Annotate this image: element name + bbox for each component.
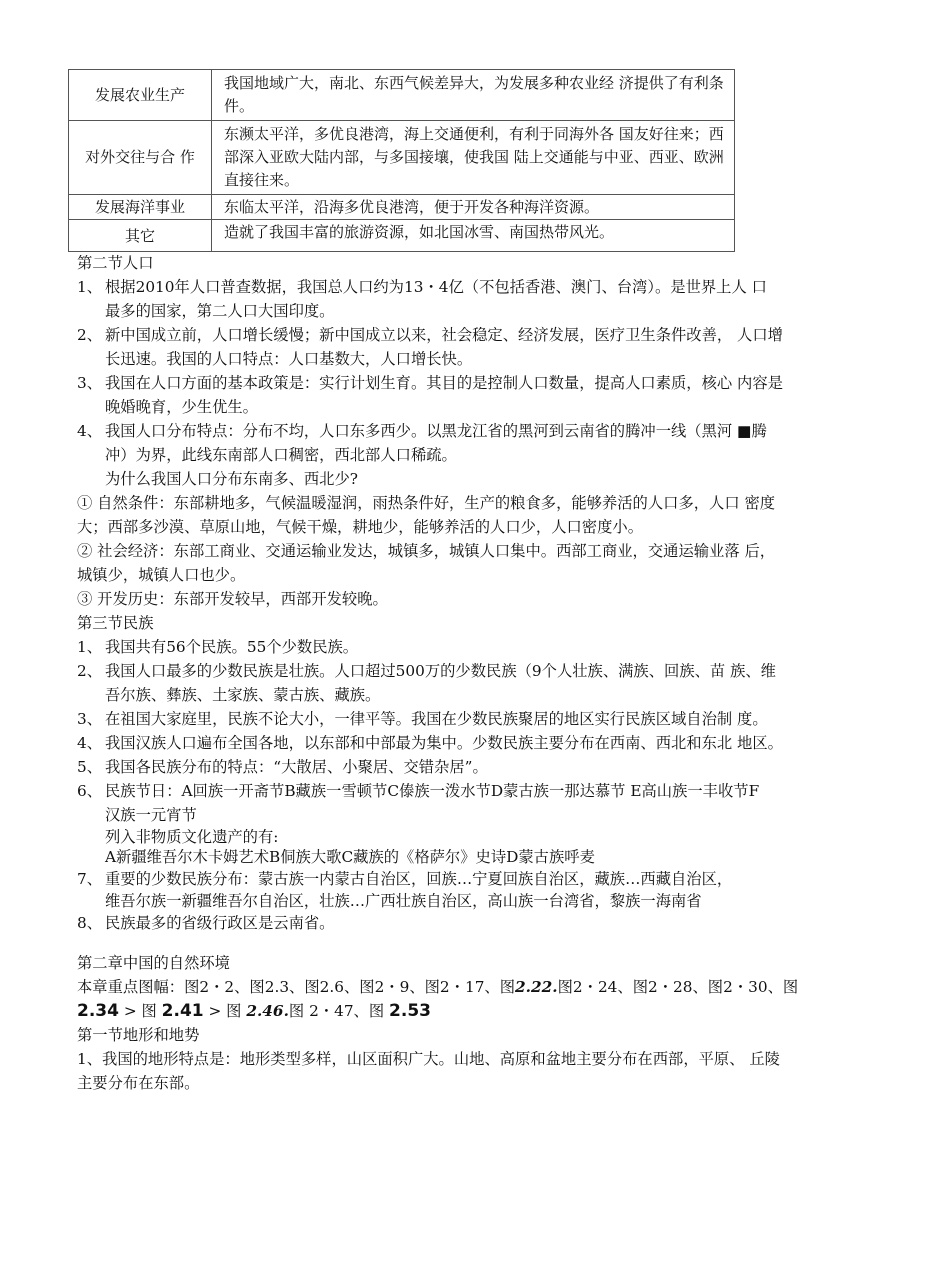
table-row xyxy=(69,70,735,121)
item-text: 我国各民族分布的特点：“大散居、小聚居、交错杂居”。 xyxy=(105,758,488,776)
key-maps-text: > 图 xyxy=(203,1002,247,1020)
table-label-cell: 其它 xyxy=(69,220,212,252)
list-item xyxy=(77,635,887,659)
table-label-cell: 发展海洋事业 xyxy=(69,195,212,220)
section-title: 第二节人口 xyxy=(77,254,154,272)
paragraph-text: 1、我国的地形特点是：地形类型多样，山区面积广大。山地、高原和盆地主要分布在西部，平原、 丘陵 xyxy=(77,1050,780,1068)
chapter-title: 第二章中国的自然环境 xyxy=(77,954,230,972)
item-number: 1、 xyxy=(77,638,103,656)
table-row xyxy=(69,195,735,220)
item-text: 列入非物质文化遗产的有: xyxy=(105,828,279,846)
key-maps-line xyxy=(77,999,887,1023)
table-text-cell: 东临太平洋，沿海多优良港湾，便于开发各种海洋资源。 xyxy=(212,195,735,220)
table-row xyxy=(69,121,735,195)
item-text: 汉族一元宵节 xyxy=(105,806,197,824)
item-number: 7、 xyxy=(77,870,103,888)
item-text: A新疆维吾尔木卡姆艺术B侗族大歌C藏族的《格萨尔》史诗D蒙古族呼麦 xyxy=(105,848,595,866)
item-number: 2、 xyxy=(77,326,103,344)
item-number: 3、 xyxy=(77,374,103,392)
item-text: 冲）为界，此线东南部人口稠密，西北部人口稀疏。 xyxy=(105,446,457,464)
key-maps-text: 2.46. xyxy=(246,1002,289,1020)
list-item xyxy=(77,867,887,911)
item-text: 我国汉族人口遍布全国各地，以东部和中部最为集中。少数民族主要分布在西南、西北和东北 地区。 xyxy=(105,734,783,752)
list-item xyxy=(77,731,887,755)
item-text: 新中国成立前，人口增长缓慢；新中国成立以来，社会稳定、经济发展，医疗卫生条件改善， 人口增 xyxy=(105,326,783,344)
item-text: 我国共有56个民族。55个少数民族。 xyxy=(105,638,359,656)
list-item xyxy=(77,419,887,467)
paragraph-text: 主要分布在东部。 xyxy=(77,1074,200,1092)
reason-text: 大；西部多沙漠、草原山地，气候干燥，耕地少，能够养活的人口少，人口密度小。 xyxy=(77,518,643,536)
key-maps-line xyxy=(77,975,887,999)
table-label-cell: 对外交往与合 作 xyxy=(69,121,212,195)
list-item xyxy=(77,755,887,779)
key-maps-text: 2.41 xyxy=(161,1001,204,1021)
table-row xyxy=(69,220,735,252)
item-text: 民族节日：A回族一开斋节B藏族一雪顿节C傣族一泼水节D蒙古族一那达慕节 E高山族一丰收节F xyxy=(105,782,760,800)
item-number: 6、 xyxy=(77,782,103,800)
advantages-table xyxy=(68,69,735,252)
item-text: 我国在人口方面的基本政策是：实行计划生育。其目的是控制人口数量，提高人口素质，核心 内容是 xyxy=(105,374,783,392)
key-maps-text: 2.53 xyxy=(389,1001,431,1021)
key-maps-text: 本章重点图幅：图2・2、图2.3、图2.6、图2・9、图2・17、图 xyxy=(77,978,516,996)
item-number: 8、 xyxy=(77,914,103,932)
item-text: 吾尔族、彝族、土家族、蒙古族、藏族。 xyxy=(105,686,381,704)
reason-text: ① 自然条件：东部耕地多，气候温暖湿润，雨热条件好，生产的粮食多，能够养活的人口多，人口 密度 xyxy=(77,494,776,512)
question-text: 为什么我国人口分布东南多、西北少? xyxy=(105,470,358,488)
section-title: 第三节民族 xyxy=(77,614,154,632)
list-item xyxy=(77,707,887,731)
item-number: 1、 xyxy=(77,278,103,296)
section-title: 第一节地形和地势 xyxy=(77,1026,200,1044)
list-item xyxy=(77,911,887,935)
list-item xyxy=(77,323,887,371)
reason-text: ② 社会经济：东部工商业、交通运输业发达，城镇多，城镇人口集中。西部工商业，交通运输业落 后， xyxy=(77,542,776,560)
table-label-cell: 发展农业生产 xyxy=(69,70,212,121)
key-maps-text: 2.34 xyxy=(77,1001,119,1021)
table-text-cell: 我国地域广大，南北、东西气候差异大，为发展多种农业经 济提供了有利条件。 xyxy=(212,70,735,121)
item-number: 4、 xyxy=(77,422,103,440)
reason-text: 城镇少，城镇人口也少。 xyxy=(77,566,246,584)
key-maps-text: 图2・24、图2・28、图2・30、图 xyxy=(557,978,799,996)
list-item xyxy=(77,659,887,707)
item-text: 我国人口分布特点：分布不均，人口东多西少。以黑龙江省的黑河到云南省的腾冲一线（黑河 ■腾 xyxy=(105,422,767,440)
item-text: 我国人口最多的少数民族是壮族。人口超过500万的少数民族（9个人壮族、满族、回族、苗 族、维 xyxy=(105,662,776,680)
item-text: 晚婚晚育，少生优生。 xyxy=(105,398,258,416)
table-text-cell: 东濒太平洋，多优良港湾，海上交通便利，有利于同海外各 国友好往来；西部深入亚欧大陆内部，与多国接壤，使我国 陆上交通能与中亚、西亚、欧洲直接往来。 xyxy=(212,121,735,195)
item-number: 2、 xyxy=(77,662,103,680)
item-number: 5、 xyxy=(77,758,103,776)
list-item xyxy=(77,275,887,323)
document-body xyxy=(77,251,887,1095)
item-text: 在祖国大家庭里，民族不论大小，一律平等。我国在少数民族聚居的地区实行民族区域自治制 度。 xyxy=(105,710,768,728)
table-text-cell: 造就了我国丰富的旅游资源，如北国冰雪、南国热带风光。 xyxy=(212,220,735,252)
spacer xyxy=(77,935,887,951)
reason-text: ③ 开发历史：东部开发较早，西部开发较晚。 xyxy=(77,590,388,608)
item-text: 根据2010年人口普查数据，我国总人口约为13・4亿（不包括香港、澳门、台湾）。是世界上人 口 xyxy=(105,278,767,296)
item-number: 4、 xyxy=(77,734,103,752)
item-number: 3、 xyxy=(77,710,103,728)
item-text: 维吾尔族一新疆维吾尔自治区，壮族…广西壮族自治区，高山族一台湾省，黎族一海南省 xyxy=(105,892,702,910)
key-maps-text: 2.22. xyxy=(515,978,558,996)
item-text: 长迅速。我国的人口特点：人口基数大，人口增长快。 xyxy=(105,350,473,368)
list-item xyxy=(77,779,887,867)
item-text: 民族最多的省级行政区是云南省。 xyxy=(105,914,335,932)
key-maps-text: 图 2・47、图 xyxy=(288,1002,390,1020)
key-maps-text: > 图 xyxy=(118,1002,162,1020)
list-item xyxy=(77,371,887,419)
item-text: 重要的少数民族分布：蒙古族一内蒙古自治区，回族…宁夏回族自治区，藏族…西藏自治区， xyxy=(105,870,733,888)
item-text: 最多的国家，第二人口大国印度。 xyxy=(105,302,335,320)
